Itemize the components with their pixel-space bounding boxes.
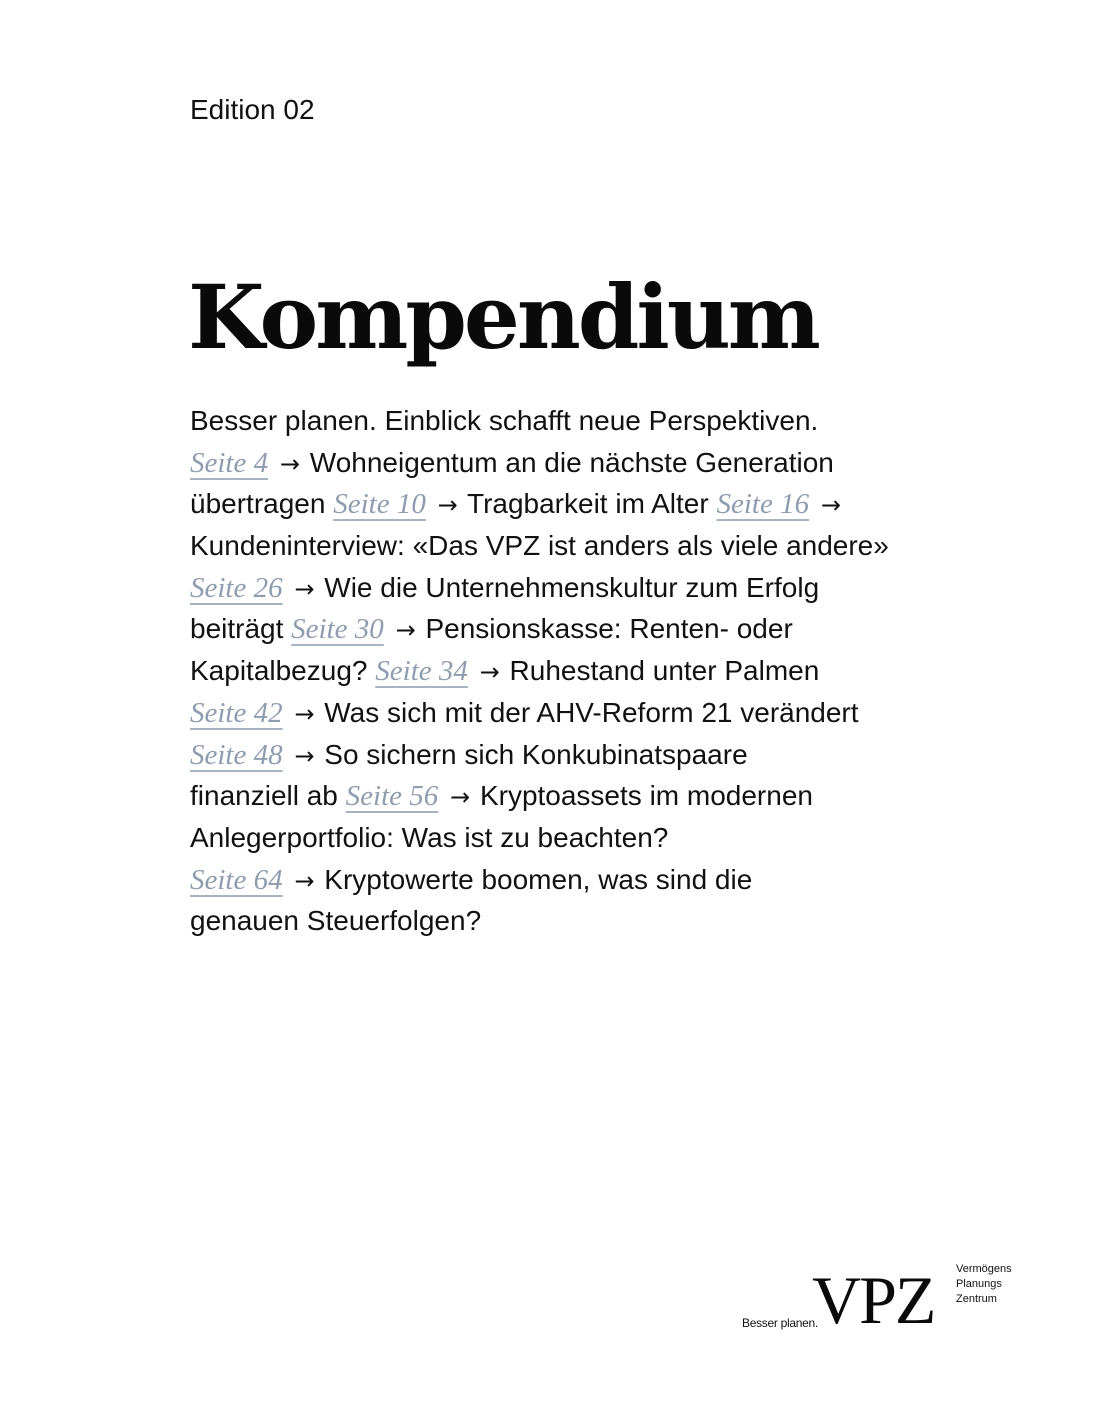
toc-intro: Besser planen. Einblick schafft neue Perspektiven. <box>190 405 819 436</box>
logo-tagline: Besser planen. <box>742 1316 818 1330</box>
toc-entry-text: Tragbarkeit im Alter <box>467 488 717 520</box>
page-link[interactable]: Seite 48 <box>190 738 283 771</box>
toc-entry-text: Wie die Unternehmenskultur zum Erfolg <box>324 571 820 603</box>
toc-line <box>190 442 940 484</box>
vpz-logo <box>742 1262 1022 1342</box>
toc-line <box>190 900 940 942</box>
toc-entry-text: Kundeninterview: «Das VPZ ist anders als viele andere» <box>190 530 889 562</box>
toc-line <box>190 692 940 734</box>
toc-line <box>190 608 940 650</box>
toc-entry-text: beiträgt <box>190 613 292 645</box>
toc-line <box>190 734 940 776</box>
page-link[interactable]: Seite 30 <box>291 613 384 646</box>
toc-entry-text: Kryptowerte boomen, was sind die <box>324 863 753 895</box>
logo-word: Vermögens <box>956 1263 1012 1275</box>
toc-entry-text: genauen Steuerfolgen? <box>190 905 482 937</box>
arrow-right-icon: → <box>294 699 315 728</box>
toc-entry-text: Wohneigentum an die nächste Generation <box>309 446 834 478</box>
table-of-contents <box>190 400 940 942</box>
toc-entry-text: Anlegerportfolio: Was ist zu beachten? <box>190 821 669 853</box>
toc-line <box>190 859 940 901</box>
logo-wordmark <box>956 1262 1012 1307</box>
toc-entry-text: Was sich mit der AHV-Reform 21 verändert <box>324 696 859 728</box>
page-link[interactable]: Seite 26 <box>190 571 283 604</box>
toc-entry-text: Kryptoassets im modernen <box>479 780 813 812</box>
arrow-right-icon: → <box>294 574 315 603</box>
toc-entry-text: Pensionskasse: Renten- oder <box>425 613 793 645</box>
arrow-right-icon: → <box>294 866 315 895</box>
arrow-right-icon: → <box>479 658 500 687</box>
edition-label: Edition 02 <box>190 94 315 125</box>
page-link[interactable]: Seite 16 <box>716 488 810 521</box>
page-link[interactable]: Seite 34 <box>375 655 468 688</box>
page-link[interactable]: Seite 64 <box>190 863 283 896</box>
toc-line <box>190 525 940 567</box>
toc-entry-text: finanziell ab <box>190 780 346 812</box>
toc-entry-text: Kapitalbezug? <box>190 655 376 687</box>
arrow-right-icon: → <box>450 783 471 812</box>
toc-entry-text: übertragen <box>190 488 334 520</box>
toc-entry-text: Ruhestand unter Palmen <box>509 655 820 687</box>
toc-lines <box>190 442 940 942</box>
arrow-right-icon: → <box>437 491 458 520</box>
toc-line <box>190 483 940 525</box>
page-link[interactable]: Seite 42 <box>190 696 283 729</box>
toc-line <box>190 650 940 692</box>
logo-word: Planungs <box>956 1278 1002 1290</box>
arrow-right-icon: → <box>395 616 416 645</box>
logo-mark: VPZ <box>812 1262 935 1338</box>
page-link[interactable]: Seite 4 <box>190 446 269 479</box>
toc-line <box>190 775 940 817</box>
arrow-right-icon: → <box>820 491 841 520</box>
page-title: Kompendium <box>188 265 818 369</box>
toc-entry-text: So sichern sich Konkubinatspaare <box>324 738 748 770</box>
page-link[interactable]: Seite 10 <box>333 488 426 521</box>
arrow-right-icon: → <box>279 449 300 478</box>
logo-word: Zentrum <box>956 1293 997 1305</box>
page-link[interactable]: Seite 56 <box>345 780 439 813</box>
arrow-right-icon: → <box>294 741 315 770</box>
toc-line <box>190 567 940 609</box>
toc-line <box>190 817 940 859</box>
